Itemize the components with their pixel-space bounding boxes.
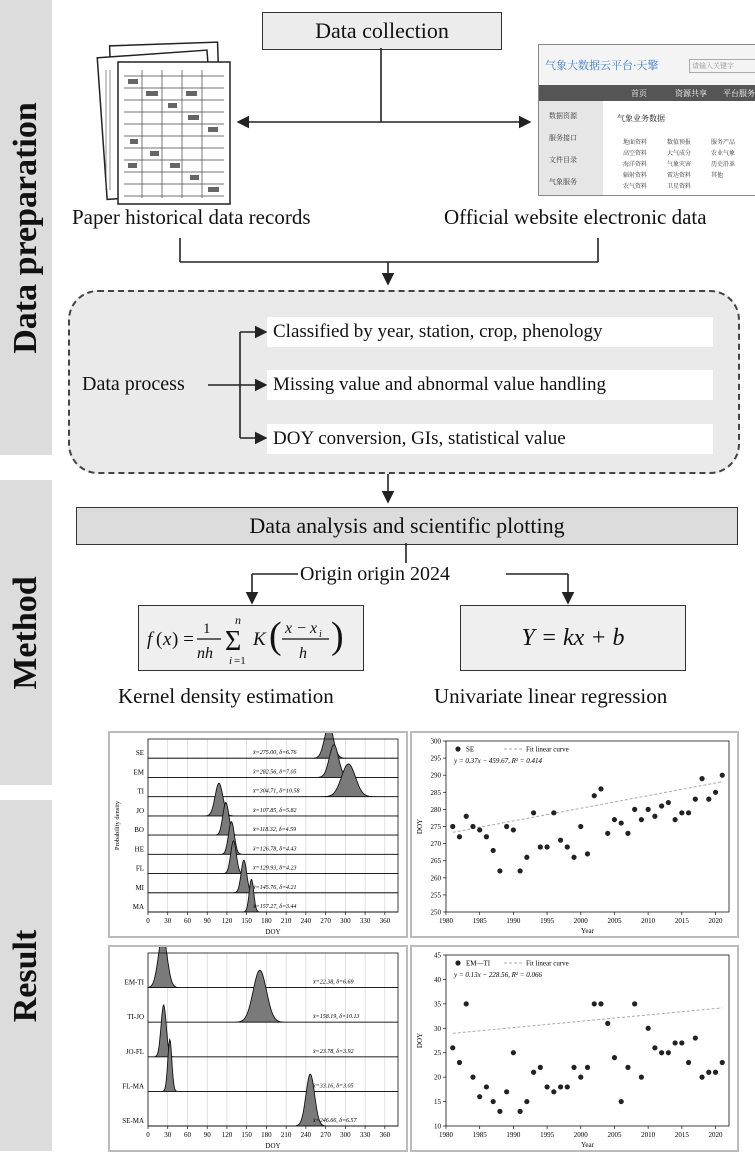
category-label-MA: MA (132, 903, 144, 911)
data-point (632, 1001, 637, 1006)
lr-formula (460, 605, 686, 671)
data-point (571, 855, 576, 860)
data-point (679, 810, 684, 815)
x-tick-label: 2020 (708, 1131, 723, 1139)
x-tick-label: 270 (320, 917, 331, 925)
svg-text:f: f (147, 629, 153, 650)
x-tick-label: 60 (183, 1131, 191, 1139)
emti-scatter-chart (412, 947, 737, 1150)
x-tick-label: 0 (146, 1131, 150, 1139)
data-point (592, 1001, 597, 1006)
category-label-FL: FL (135, 864, 144, 873)
x-tick-label: 2015 (674, 1131, 689, 1139)
y-tick-label: 275 (430, 823, 441, 831)
x-axis-label: DOY (265, 1142, 281, 1150)
svg-text:(: ( (269, 615, 282, 657)
density-JO-FL (148, 1005, 398, 1057)
x-tick-label: 270 (320, 1131, 331, 1139)
y-tick-label: 25 (434, 1049, 441, 1058)
data-point (491, 1099, 496, 1104)
data-point (511, 1050, 516, 1055)
y-tick-label: 40 (434, 975, 441, 984)
website-menu-item[interactable] (711, 181, 755, 190)
data-point (706, 797, 711, 802)
x-tick-label: 330 (359, 917, 371, 925)
data-point (450, 1045, 455, 1050)
stat-label-MA: x̄=157.27, δ=3.44 (253, 904, 297, 910)
data-point (450, 824, 455, 829)
stat-label-HE: x̄=126.78, δ=4.43 (253, 846, 297, 853)
data-point (518, 1109, 523, 1114)
category-label-MI: MI (135, 883, 144, 892)
fit-equation: y = 0.37x − 459.67, R² = 0.414 (454, 757, 543, 765)
website-tab-service[interactable]: 平台服务 (723, 89, 755, 98)
data-point (666, 1050, 671, 1055)
svg-text:−: − (297, 620, 307, 637)
x-tick-label: 1980 (439, 917, 453, 925)
website-side-1[interactable]: 数据资源 (549, 112, 577, 120)
data-point (558, 838, 563, 843)
x-tick-label: 2005 (607, 1131, 622, 1139)
legend-series: EM—TI (466, 959, 491, 968)
data-point (544, 844, 549, 849)
website-menu-item[interactable]: 历史沿革 (711, 161, 736, 168)
y-tick-label: 270 (430, 840, 441, 849)
category-label-BO: BO (134, 826, 144, 835)
interval-kde-chart (110, 947, 406, 1150)
plot-frame (446, 741, 729, 912)
kde-chart (110, 733, 406, 936)
svg-text:=1: =1 (234, 655, 246, 667)
category-label-HE: HE (134, 845, 144, 854)
data-point (693, 797, 698, 802)
x-tick-label: 60 (183, 917, 191, 925)
y-tick-label: 265 (430, 857, 441, 866)
category-label-JO: JO (136, 806, 144, 815)
data-point (511, 827, 516, 832)
x-tick-label: 360 (379, 1131, 391, 1139)
x-tick-label: 120 (221, 917, 233, 925)
y-axis-label: Probability density (114, 800, 121, 851)
y-tick-label: 15 (434, 1098, 441, 1107)
svg-text:nh: nh (197, 645, 213, 662)
process-item-3: DOY conversion, GIs, statistical value (267, 424, 713, 454)
y-tick-label: 45 (434, 951, 441, 960)
x-tick-label: 2000 (573, 1131, 588, 1139)
x-tick-label: 1980 (439, 1131, 453, 1139)
data-point (531, 810, 536, 815)
svg-text:Σ: Σ (225, 626, 242, 657)
x-tick-label: 240 (300, 1131, 312, 1139)
y-axis-label: DOY (416, 1032, 424, 1049)
lr-caption: Univariate linear regression (434, 684, 668, 708)
x-tick-label: 360 (379, 917, 391, 925)
website-logo: 气象大数据云平台·天擎 (545, 59, 659, 72)
x-tick-label: 300 (340, 1131, 351, 1139)
data-point (699, 776, 704, 781)
data-point (619, 1099, 624, 1104)
x-tick-label: 210 (280, 917, 292, 925)
plot-frame (446, 955, 729, 1126)
y-tick-label: 295 (430, 754, 441, 763)
x-tick-label: 1985 (472, 917, 487, 925)
data-point (639, 1075, 644, 1080)
x-tick-label: 2000 (573, 917, 588, 925)
category-label-SE-MA: SE-MA (122, 1117, 144, 1125)
x-tick-label: 330 (359, 1131, 371, 1139)
data-point (713, 1070, 718, 1075)
y-tick-label: 255 (430, 891, 441, 900)
category-label-SE: SE (135, 749, 144, 758)
x-tick-label: 30 (164, 917, 172, 925)
x-tick-label: 90 (203, 1131, 211, 1139)
y-tick-label: 35 (434, 1000, 441, 1009)
data-point (470, 824, 475, 829)
svg-text:1: 1 (203, 621, 211, 637)
x-axis-label: DOY (265, 928, 281, 936)
y-tick-label: 280 (430, 805, 441, 814)
data-point (612, 1055, 617, 1060)
stat-label-FL: x̄=129.93, δ=4.23 (253, 865, 297, 872)
data-point (504, 1089, 509, 1094)
density-FL-MA (148, 1040, 398, 1092)
y-tick-label: 10 (434, 1122, 441, 1131)
x-tick-label: 90 (203, 917, 211, 925)
svg-text:x: x (285, 620, 293, 637)
x-tick-label: 2010 (641, 1131, 656, 1139)
svg-text:x: x (163, 629, 172, 650)
y-tick-label: 285 (430, 788, 441, 797)
density-SE-MA (148, 1074, 398, 1126)
se-scatter-panel (410, 731, 739, 938)
se-scatter-chart (412, 733, 737, 936)
data-point (524, 855, 529, 860)
website-search[interactable]: 请输入关键字 (689, 59, 755, 73)
website-menu-item[interactable]: 雷达资料 (667, 172, 692, 179)
data-point (720, 1060, 725, 1065)
x-tick-label: 150 (241, 917, 252, 925)
website-menu-title: 气象业务数据 (617, 114, 665, 123)
fit-line (453, 782, 723, 833)
stat-label-FL-MA: x̄=33.16, δ=3.05 (313, 1083, 354, 1090)
data-point (491, 848, 496, 853)
website-menu-item[interactable]: 卫星资料 (667, 183, 692, 190)
data-point (464, 814, 469, 819)
data-point (484, 1084, 489, 1089)
y-tick-label: 260 (430, 874, 441, 883)
fit-line (453, 1008, 723, 1033)
x-axis-label: Year (581, 1141, 594, 1149)
data-point (571, 1065, 576, 1070)
data-point (652, 814, 657, 819)
data-point (470, 1075, 475, 1080)
category-label-TI-JO: TI-JO (127, 1013, 144, 1022)
legend-fit: Fit linear curve (526, 745, 569, 754)
data-point (672, 1040, 677, 1045)
data-point (457, 1060, 462, 1065)
process-bracket (200, 320, 270, 450)
kde-formula (138, 605, 364, 671)
y-tick-label: 290 (430, 771, 441, 780)
website-tab-home[interactable]: 首页 (631, 89, 647, 98)
data-point (551, 1089, 556, 1094)
paper-caption: Paper historical data records (72, 205, 311, 229)
data-point (632, 807, 637, 812)
stat-label-TI: x̄=304.71, δ=10.58 (253, 788, 300, 795)
x-axis-label: Year (581, 927, 594, 935)
density-TI-JO (148, 970, 398, 1022)
svg-text:): ) (331, 615, 344, 657)
data-point (612, 817, 617, 822)
website-menu-item[interactable]: 农气资料 (623, 183, 648, 190)
x-tick-label: 30 (164, 1131, 172, 1139)
data-point (619, 820, 624, 825)
category-label-TI: TI (137, 787, 144, 796)
interval-kde-panel (108, 945, 408, 1152)
svg-text:i: i (319, 629, 322, 640)
website-side-3[interactable]: 文件目录 (549, 156, 577, 164)
paper-records-illustration (84, 40, 242, 210)
website-menu-item[interactable]: 大气成分 (667, 150, 692, 157)
data-point (538, 844, 543, 849)
data-point (598, 786, 603, 791)
section-prep-label: Data preparation (7, 101, 44, 354)
data-point (625, 831, 630, 836)
stat-label-SE: x̄=275.00, δ=6.76 (253, 750, 297, 757)
website-menu-item[interactable]: 海洋资料 (623, 161, 648, 168)
x-tick-label: 2020 (708, 917, 723, 925)
stat-label-TI-JO: x̄=158.19, δ=10.13 (313, 1014, 360, 1021)
website-menu-item[interactable]: 高空资料 (623, 150, 648, 157)
data-point (538, 1065, 543, 1070)
data-point (464, 1001, 469, 1006)
plot-frame (148, 953, 398, 1126)
svg-text:x: x (310, 620, 318, 637)
category-label-JO-FL: JO-FL (125, 1047, 144, 1056)
section-method-band (0, 480, 52, 785)
data-point (605, 1021, 610, 1026)
software-label: Origin origin 2024 (300, 563, 450, 585)
y-tick-label: 30 (434, 1024, 441, 1033)
data-point (551, 810, 556, 815)
data-point (504, 824, 509, 829)
data-point (592, 793, 597, 798)
data-point (518, 868, 523, 873)
data-point (625, 1065, 630, 1070)
y-tick-label: 20 (434, 1073, 441, 1082)
data-point (659, 803, 664, 808)
data-point (646, 1026, 651, 1031)
kde-chart-panel (108, 731, 408, 938)
x-tick-label: 300 (340, 917, 351, 925)
data-point (544, 1084, 549, 1089)
website-menu-item[interactable]: 地面资料 (623, 139, 648, 146)
x-tick-label: 1995 (540, 1131, 555, 1139)
category-label-EM: EM (133, 768, 144, 777)
x-tick-label: 210 (280, 1131, 292, 1139)
stat-label-SE-MA: x̄=246.66, δ=6.57 (313, 1118, 357, 1124)
website-menu-item[interactable]: 服务产品 (711, 139, 736, 146)
stat-label-EM: x̄=282.56, δ=7.05 (253, 769, 297, 776)
data-point (457, 834, 462, 839)
x-tick-label: 1990 (506, 1131, 521, 1139)
svg-text:) =: ) = (172, 629, 194, 650)
data-point (699, 1075, 704, 1080)
legend-marker (455, 960, 460, 965)
svg-text:(: ( (156, 629, 163, 650)
legend-series: SE (466, 745, 475, 754)
svg-text:n: n (235, 613, 241, 627)
data-point (686, 810, 691, 815)
stat-label-MI: x̄=145.76, δ=4.21 (253, 884, 297, 891)
website-menu-item[interactable]: 数值预报 (667, 139, 692, 146)
svg-text:h: h (299, 645, 307, 662)
x-tick-label: 2015 (674, 917, 689, 925)
website-menu-item[interactable]: 辐射资料 (623, 172, 648, 179)
data-point (672, 817, 677, 822)
data-point (578, 1075, 583, 1080)
website-side-2[interactable]: 服务接口 (549, 134, 577, 142)
stat-label-JO-FL: x̄=23.78, δ=3.92 (313, 1048, 354, 1055)
data-process-label: Data process (82, 373, 185, 395)
y-tick-label: 300 (430, 737, 441, 746)
data-point (497, 1109, 502, 1114)
data-point (605, 831, 610, 836)
data-point (477, 1094, 482, 1099)
x-tick-label: 1985 (472, 1131, 487, 1139)
data-point (585, 851, 590, 856)
data-point (639, 817, 644, 822)
data-point (531, 1070, 536, 1075)
section-result-label: Result (7, 929, 44, 1022)
x-tick-label: 2005 (607, 917, 622, 925)
data-point (646, 807, 651, 812)
analysis-title: Data analysis and scientific plotting (249, 513, 565, 538)
y-tick-label: 250 (430, 908, 441, 917)
process-item-1: Classified by year, station, crop, phenology (267, 317, 713, 347)
data-point (666, 800, 671, 805)
kde-formula-math (139, 606, 363, 670)
website-menu-item[interactable]: 气象灾害 (667, 161, 692, 168)
x-tick-label: 180 (261, 1131, 272, 1139)
data-point (720, 773, 725, 778)
data-point (565, 1084, 570, 1089)
legend-fit: Fit linear curve (526, 959, 569, 968)
data-point (713, 790, 718, 795)
data-point (565, 844, 570, 849)
category-label-FL-MA: FL-MA (122, 1082, 144, 1091)
stat-label-JO: x̄=107.85, δ=5.82 (253, 807, 297, 814)
x-tick-label: 150 (241, 1131, 252, 1139)
data-point (578, 824, 583, 829)
data-point (693, 1035, 698, 1040)
website-menu-grid (623, 137, 755, 190)
svg-text:i: i (229, 655, 233, 667)
data-point (524, 1099, 529, 1104)
data-point (686, 1060, 691, 1065)
emti-scatter-panel (410, 945, 739, 1152)
web-caption: Official website electronic data (444, 205, 707, 229)
y-axis-label: DOY (416, 818, 424, 835)
data-point (679, 1040, 684, 1045)
x-tick-label: 180 (261, 917, 272, 925)
data-point (585, 1065, 590, 1070)
x-tick-label: 1995 (540, 917, 555, 925)
process-item-2: Missing value and abnormal value handling (267, 370, 713, 400)
data-point (484, 834, 489, 839)
section-method-label: Method (7, 575, 44, 690)
fit-equation: y = 0.13x − 228.56, R² = 0.066 (454, 971, 543, 979)
category-label-EM-TI: EM-TI (124, 978, 144, 987)
data-collection-title: Data collection (315, 18, 449, 43)
x-tick-label: 240 (300, 917, 312, 925)
data-point (659, 1050, 664, 1055)
data-point (652, 1045, 657, 1050)
data-point (706, 1070, 711, 1075)
website-tab-share[interactable]: 资源共享 (675, 89, 707, 98)
website-menu-item[interactable]: 其他 (711, 172, 724, 179)
lr-formula-text: Y = kx + b (521, 624, 625, 651)
section-result-band (0, 800, 52, 1151)
x-tick-label: 2010 (641, 917, 656, 925)
website-screenshot (538, 44, 755, 196)
x-tick-label: 1990 (506, 917, 521, 925)
svg-text:K: K (253, 629, 266, 650)
x-tick-label: 120 (221, 1131, 233, 1139)
data-point (558, 1084, 563, 1089)
data-point (477, 827, 482, 832)
stat-label-BO: x̄=118.32, δ=4.59 (253, 827, 297, 834)
data-point (598, 1001, 603, 1006)
data-point (497, 868, 502, 873)
x-tick-label: 0 (146, 917, 150, 925)
legend-marker (455, 746, 460, 751)
stat-label-EM-TI: x̄=22.38, δ=6.69 (313, 979, 354, 986)
website-menu-item[interactable]: 农业气象 (711, 150, 736, 157)
website-side-4[interactable]: 气象服务 (549, 178, 577, 186)
kde-caption: Kernel density estimation (118, 684, 334, 708)
